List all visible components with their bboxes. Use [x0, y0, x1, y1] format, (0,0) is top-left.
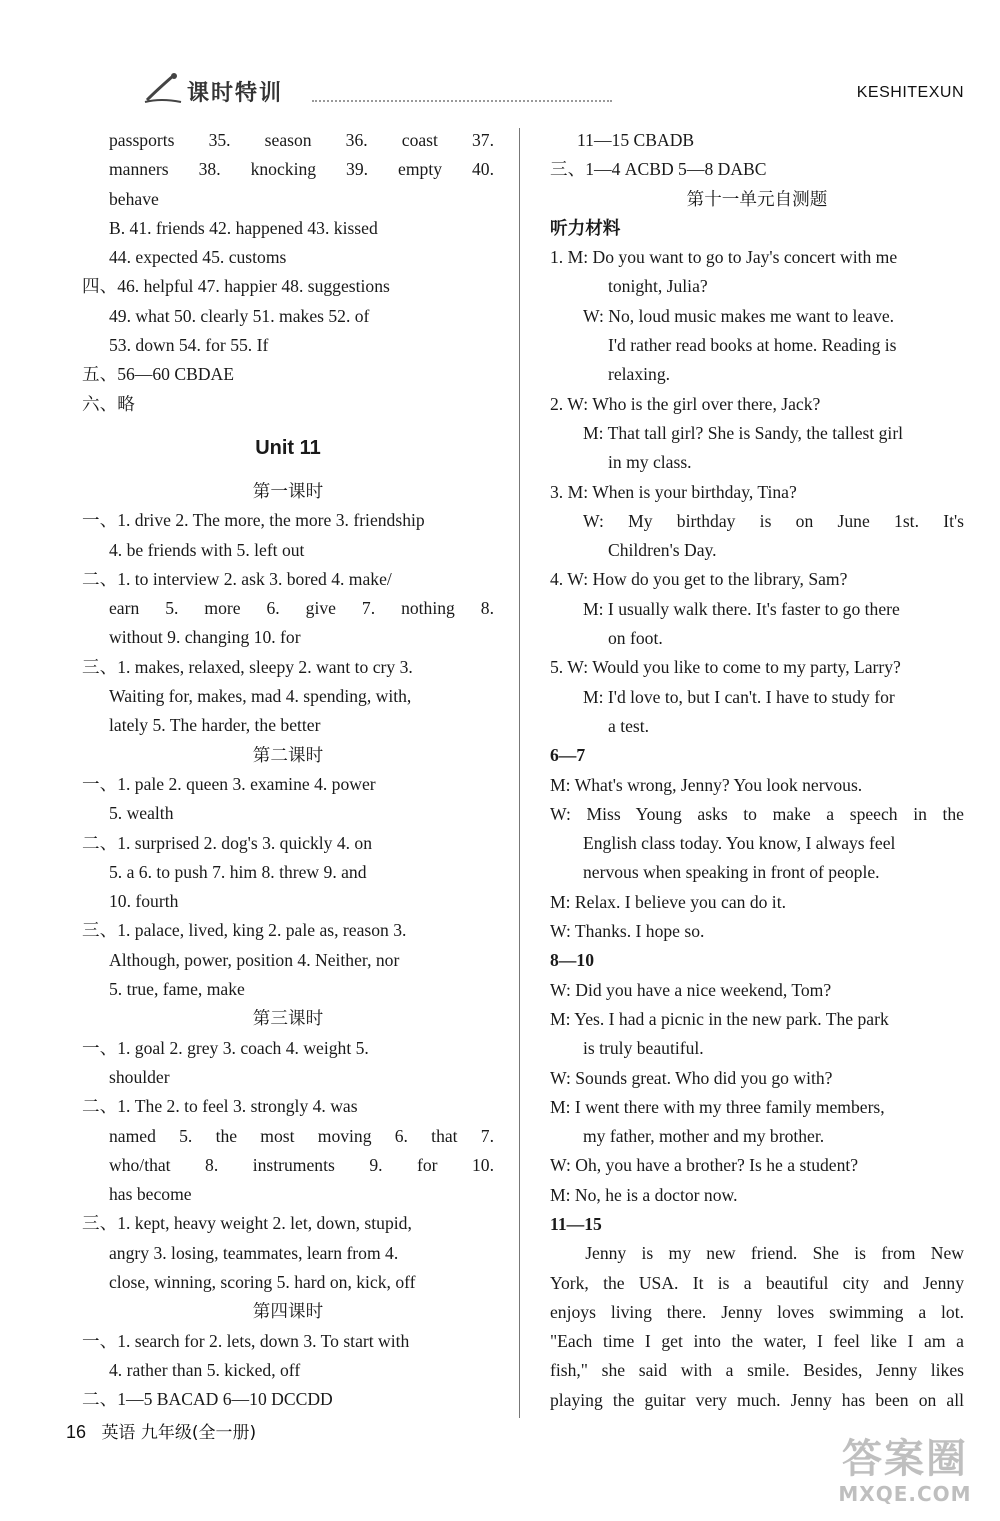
watermark-logo: 答案圈	[842, 1436, 968, 1482]
dialogue-line: M: I usually walk there. It's faster to go there	[583, 598, 900, 619]
answer-line: 49. what 50. clearly 51. makes 52. of	[109, 305, 370, 326]
dialogue-line: 2. W: Who is the girl over there, Jack?	[550, 393, 821, 414]
book-series-logo: 课时特训	[187, 81, 284, 106]
dialogue-line: W: Sounds great. Who did you go with?	[550, 1067, 833, 1088]
dialogue-line: Children's Day.	[608, 540, 717, 561]
lesson-title: 第一课时	[252, 480, 324, 501]
right-column	[550, 126, 964, 1415]
answer-line: 一、1. drive 2. The more, the more 3. friendship	[82, 510, 425, 531]
dialogue-line: M: I went there with my three family members,	[550, 1096, 885, 1117]
brand-name: KESHITEXUN	[856, 84, 964, 101]
dialogue-line: M: Relax. I believe you can do it.	[550, 891, 786, 912]
dialogue-line: 4. W: How do you get to the library, Sam?	[550, 569, 848, 590]
passage-line: enjoys living there. Jenny loves swimming a lot.	[550, 1301, 964, 1322]
listening-label: 听力材料	[550, 217, 621, 238]
answer-line: 5. a 6. to push 7. him 8. threw 9. and	[109, 861, 367, 882]
dialogue-line: 5. W: Would you like to come to my party, Larry?	[550, 657, 901, 678]
answer-line: Although, power, position 4. Neither, nor	[109, 949, 400, 970]
answer-line: B. 41. friends 42. happened 43. kissed	[109, 217, 378, 238]
footer-grade: 九年级(全一册)	[140, 1423, 257, 1443]
dialogue-line: 3. M: When is your birthday, Tina?	[550, 481, 797, 502]
unit-title: Unit 11	[255, 436, 321, 459]
answer-line: 三、1. makes, relaxed, sleepy 2. want to cry 3.	[82, 656, 413, 677]
dialogue-line: M: No, he is a doctor now.	[550, 1184, 738, 1205]
answer-line: shoulder	[109, 1066, 170, 1087]
test-title: 第十一单元自测题	[686, 188, 828, 209]
answer-line: close, winning, scoring 5. hard on, kick, off	[109, 1271, 416, 1292]
answer-line: 一、1. pale 2. queen 3. examine 4. power	[82, 773, 376, 794]
dialogue-line: a test.	[608, 715, 650, 736]
answer-line: 二、1. The 2. to feel 3. strongly 4. was	[82, 1096, 358, 1117]
answer-line: named 5. the most moving 6. that 7.	[109, 1125, 494, 1146]
answer-line: earn 5. more 6. give 7. nothing 8.	[109, 598, 494, 619]
dialogue-line: W: Miss Young asks to make a speech in the	[550, 803, 964, 824]
answer-line: 六、略	[82, 393, 135, 414]
question-range-label: 11—15	[550, 1213, 602, 1234]
dialogue-line: W: Oh, you have a brother? Is he a student?	[550, 1155, 859, 1176]
answer-line: 三、1. palace, lived, king 2. pale as, reason 3.	[82, 920, 407, 941]
dialogue-line: nervous when speaking in front of people.	[583, 862, 880, 883]
dialogue-line: on foot.	[608, 628, 663, 649]
dialogue-line: relaxing.	[608, 364, 671, 385]
dialogue-line: is truly beautiful.	[583, 1038, 704, 1059]
passage-line: playing the guitar very much. Jenny has been on all	[550, 1389, 964, 1410]
lesson-title: 第四课时	[252, 1301, 324, 1322]
dialogue-line: in my class.	[608, 452, 692, 473]
dialogue-line: W: Did you have a nice weekend, Tom?	[550, 979, 832, 1000]
dialogue-line: I'd rather read books at home. Reading is	[608, 335, 897, 356]
answer-line: 53. down 54. for 55. If	[109, 335, 269, 356]
dialogue-line: M: I'd love to, but I can't. I have to study for	[583, 686, 895, 707]
answer-line: manners 38. knocking 39. empty 40.	[109, 159, 494, 180]
dialogue-line: M: That tall girl? She is Sandy, the tallest girl	[583, 422, 904, 443]
lesson-title: 第三课时	[252, 1008, 324, 1029]
answer-line: 5. wealth	[109, 803, 174, 824]
dialogue-line: W: Thanks. I hope so.	[550, 921, 705, 942]
passage-line: York, the USA. It is a beautiful city and Jenny	[550, 1272, 964, 1293]
passage-line: fish," she said with a smile. Besides, Jenny likes	[550, 1360, 964, 1381]
answer-line: 五、56—60 CBDAE	[82, 364, 234, 385]
footer-subject: 英语	[101, 1423, 136, 1443]
passage-line: Jenny is my new friend. She is from New	[585, 1243, 964, 1264]
answer-line: 三、1—4 ACBD 5—8 DABC	[550, 159, 767, 180]
answer-line: 一、1. search for 2. lets, down 3. To start with	[82, 1330, 410, 1351]
left-column	[82, 126, 494, 1414]
dialogue-line: W: No, loud music makes me want to leave.	[583, 305, 895, 326]
answer-line: 四、46. helpful 47. happier 48. suggestions	[82, 276, 390, 297]
answer-line: lately 5. The harder, the better	[109, 715, 321, 736]
page-footer	[66, 1418, 256, 1443]
answer-line: 10. fourth	[109, 891, 179, 912]
answer-line: 4. be friends with 5. left out	[109, 539, 305, 560]
dialogue-line: English class today. You know, I always feel	[583, 833, 896, 854]
answer-line: without 9. changing 10. for	[109, 627, 301, 648]
column-divider	[519, 128, 520, 1418]
answer-line: has become	[109, 1184, 192, 1205]
answer-line: passports 35. season 36. coast 37.	[109, 130, 494, 150]
answer-line: 5. true, fame, make	[109, 979, 245, 1000]
passage-line: "Each time I get into the water, I feel like I am a	[550, 1331, 964, 1352]
answer-line: 44. expected 45. customs	[109, 247, 287, 268]
pen-logo-icon	[143, 72, 185, 106]
question-range-label: 6—7	[550, 745, 586, 766]
answer-line: 4. rather than 5. kicked, off	[109, 1359, 301, 1380]
page-header	[0, 0, 1000, 120]
dialogue-line: M: Yes. I had a picnic in the new park. The park	[550, 1008, 889, 1029]
lesson-title: 第二课时	[252, 744, 324, 765]
watermark-url: MXQE.COM	[838, 1482, 972, 1506]
question-range-label: 8—10	[550, 950, 594, 971]
answer-line: 11—15 CBADB	[577, 130, 695, 150]
header-dotted-rule	[312, 100, 612, 102]
dialogue-line: M: What's wrong, Jenny? You look nervous.	[550, 774, 863, 795]
answer-line: Waiting for, makes, mad 4. spending, with,	[109, 686, 412, 707]
dialogue-line: my father, mother and my brother.	[583, 1126, 825, 1147]
answer-line: behave	[109, 188, 159, 209]
answer-line: 三、1. kept, heavy weight 2. let, down, stupid,	[82, 1213, 412, 1234]
answer-line: 二、1. surprised 2. dog's 3. quickly 4. on	[82, 832, 373, 853]
dialogue-line: tonight, Julia?	[608, 276, 708, 297]
dialogue-line: W: My birthday is on June 1st. It's	[583, 510, 964, 531]
dialogue-line: 1. M: Do you want to go to Jay's concert with me	[550, 247, 898, 268]
page-number: 16	[66, 1422, 87, 1442]
answer-line: 一、1. goal 2. grey 3. coach 4. weight 5.	[82, 1037, 369, 1058]
answer-line: who/that 8. instruments 9. for 10.	[109, 1154, 494, 1175]
answer-line: 二、1—5 BACAD 6—10 DCCDD	[82, 1389, 333, 1410]
answer-line: 二、1. to interview 2. ask 3. bored 4. make/	[82, 568, 392, 589]
site-watermark	[830, 1436, 980, 1511]
answer-line: angry 3. losing, teammates, learn from 4.	[109, 1242, 399, 1263]
